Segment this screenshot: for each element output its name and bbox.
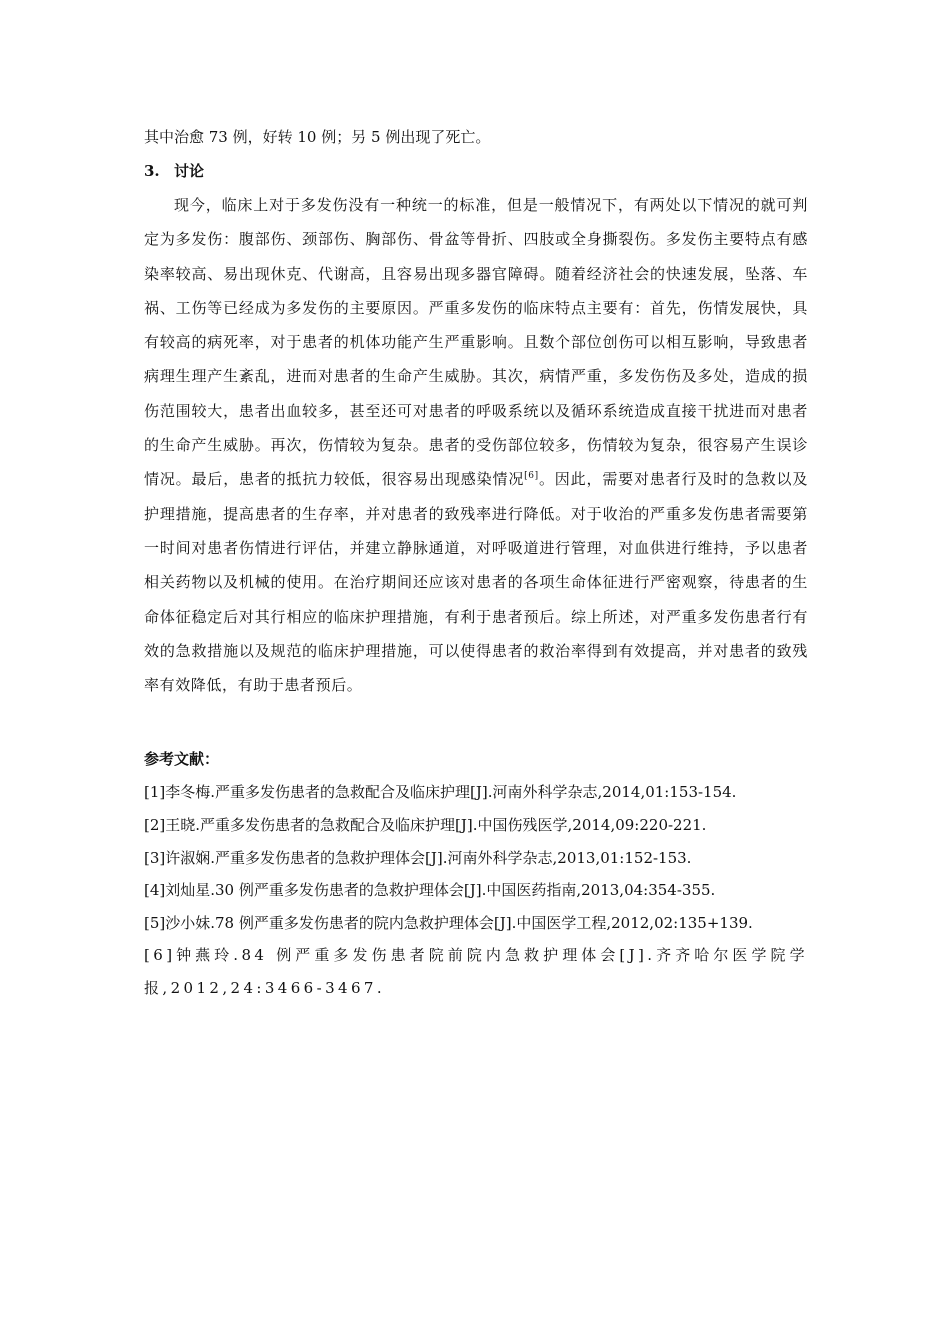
- reference-item-3: [3]许淑娴.严重多发伤患者的急救护理体会[J].河南外科学杂志,2013,01:152-153.: [144, 848, 692, 867]
- document-body: [144, 120, 808, 1005]
- section-title: 讨论: [174, 162, 205, 180]
- discussion-text-part1: 现今，临床上对于多发伤没有一种统一的标准，但是一般情况下，有两处以下情况的就可判定为多发伤：腹部伤、颈部伤、胸部伤、骨盆等骨折、四肢或全身撕裂伤。多发伤主要特点有感染率较高、易出现休克、代谢高，且容易出现多器官障碍。随着经济社会的快速发展，坠落、车祸、工伤等已经成为多发伤的主要原因。严重多发伤的临床特点主要有：首先，伤情发展快，具有较高的病死率，对于患者的机体功能产生严重影响。且数个部位创伤可以相互影响，导致患者病理生理产生紊乱，进而对患者的生命产生威胁。其次，病情严重，多发伤伤及多处，造成的损伤范围较大，患者出血较多，甚至还可对患者的呼吸系统以及循环系统造成直接干扰进而对患者的生命产生威胁。再次，伤情较为复杂。患者的受伤部位较多，伤情较为复杂，很容易产生误诊情况。最后，患者的抵抗力较低，很容易出现感染情况: [144, 196, 808, 489]
- references-title: 参考文献：: [144, 750, 220, 769]
- results-line: 其中治愈 73 例，好转 10 例；另 5 例出现了死亡。: [144, 128, 491, 146]
- reference-item-2: [2]王晓.严重多发伤患者的急救配合及临床护理[J].中国伤残医学,2014,09:220-221.: [144, 816, 707, 835]
- reference-item-6: [6]钟燕玲.84 例严重多发伤患者院前院内急救护理体会[J].齐齐哈尔医学院学报,2012,24:3466-3467.: [144, 946, 808, 998]
- reference-item-4: [4]刘灿星.30 例严重多发伤患者的急救护理体会[J].中国医药指南,2013,04:354-355.: [144, 881, 716, 900]
- discussion-paragraph: [144, 188, 808, 702]
- citation-marker: [6]: [524, 471, 539, 482]
- section-heading: [144, 154, 808, 188]
- reference-item-5: [5]沙小妹.78 例严重多发伤患者的院内急救护理体会[J].中国医学工程,2012,02:135+139.: [144, 913, 753, 932]
- discussion-text-part2: 。因此，需要对患者行及时的急救以及护理措施，提高患者的生存率，并对患者的致残率进行降低。对于收治的严重多发伤患者需要第一时间对患者伤情进行评估，并建立静脉通道，对呼吸道进行管理，对血供进行维持，予以患者相关药物以及机械的使用。在治疗期间还应该对患者的各项生命体征进行严密观察，待患者的生命体征稳定后对其行相应的临床护理措施，有利于患者预后。综上所述，对严重多发伤患者行有效的急救措施以及规范的临床护理措施，可以使得患者的救治率得到有效提高，并对患者的致残率有效降低，有助于患者预后。: [144, 470, 808, 695]
- section-number: 3.: [144, 162, 160, 180]
- reference-item-1: [1]李冬梅.严重多发伤患者的急救配合及临床护理[J].河南外科学杂志,2014,01:153-154.: [144, 783, 737, 802]
